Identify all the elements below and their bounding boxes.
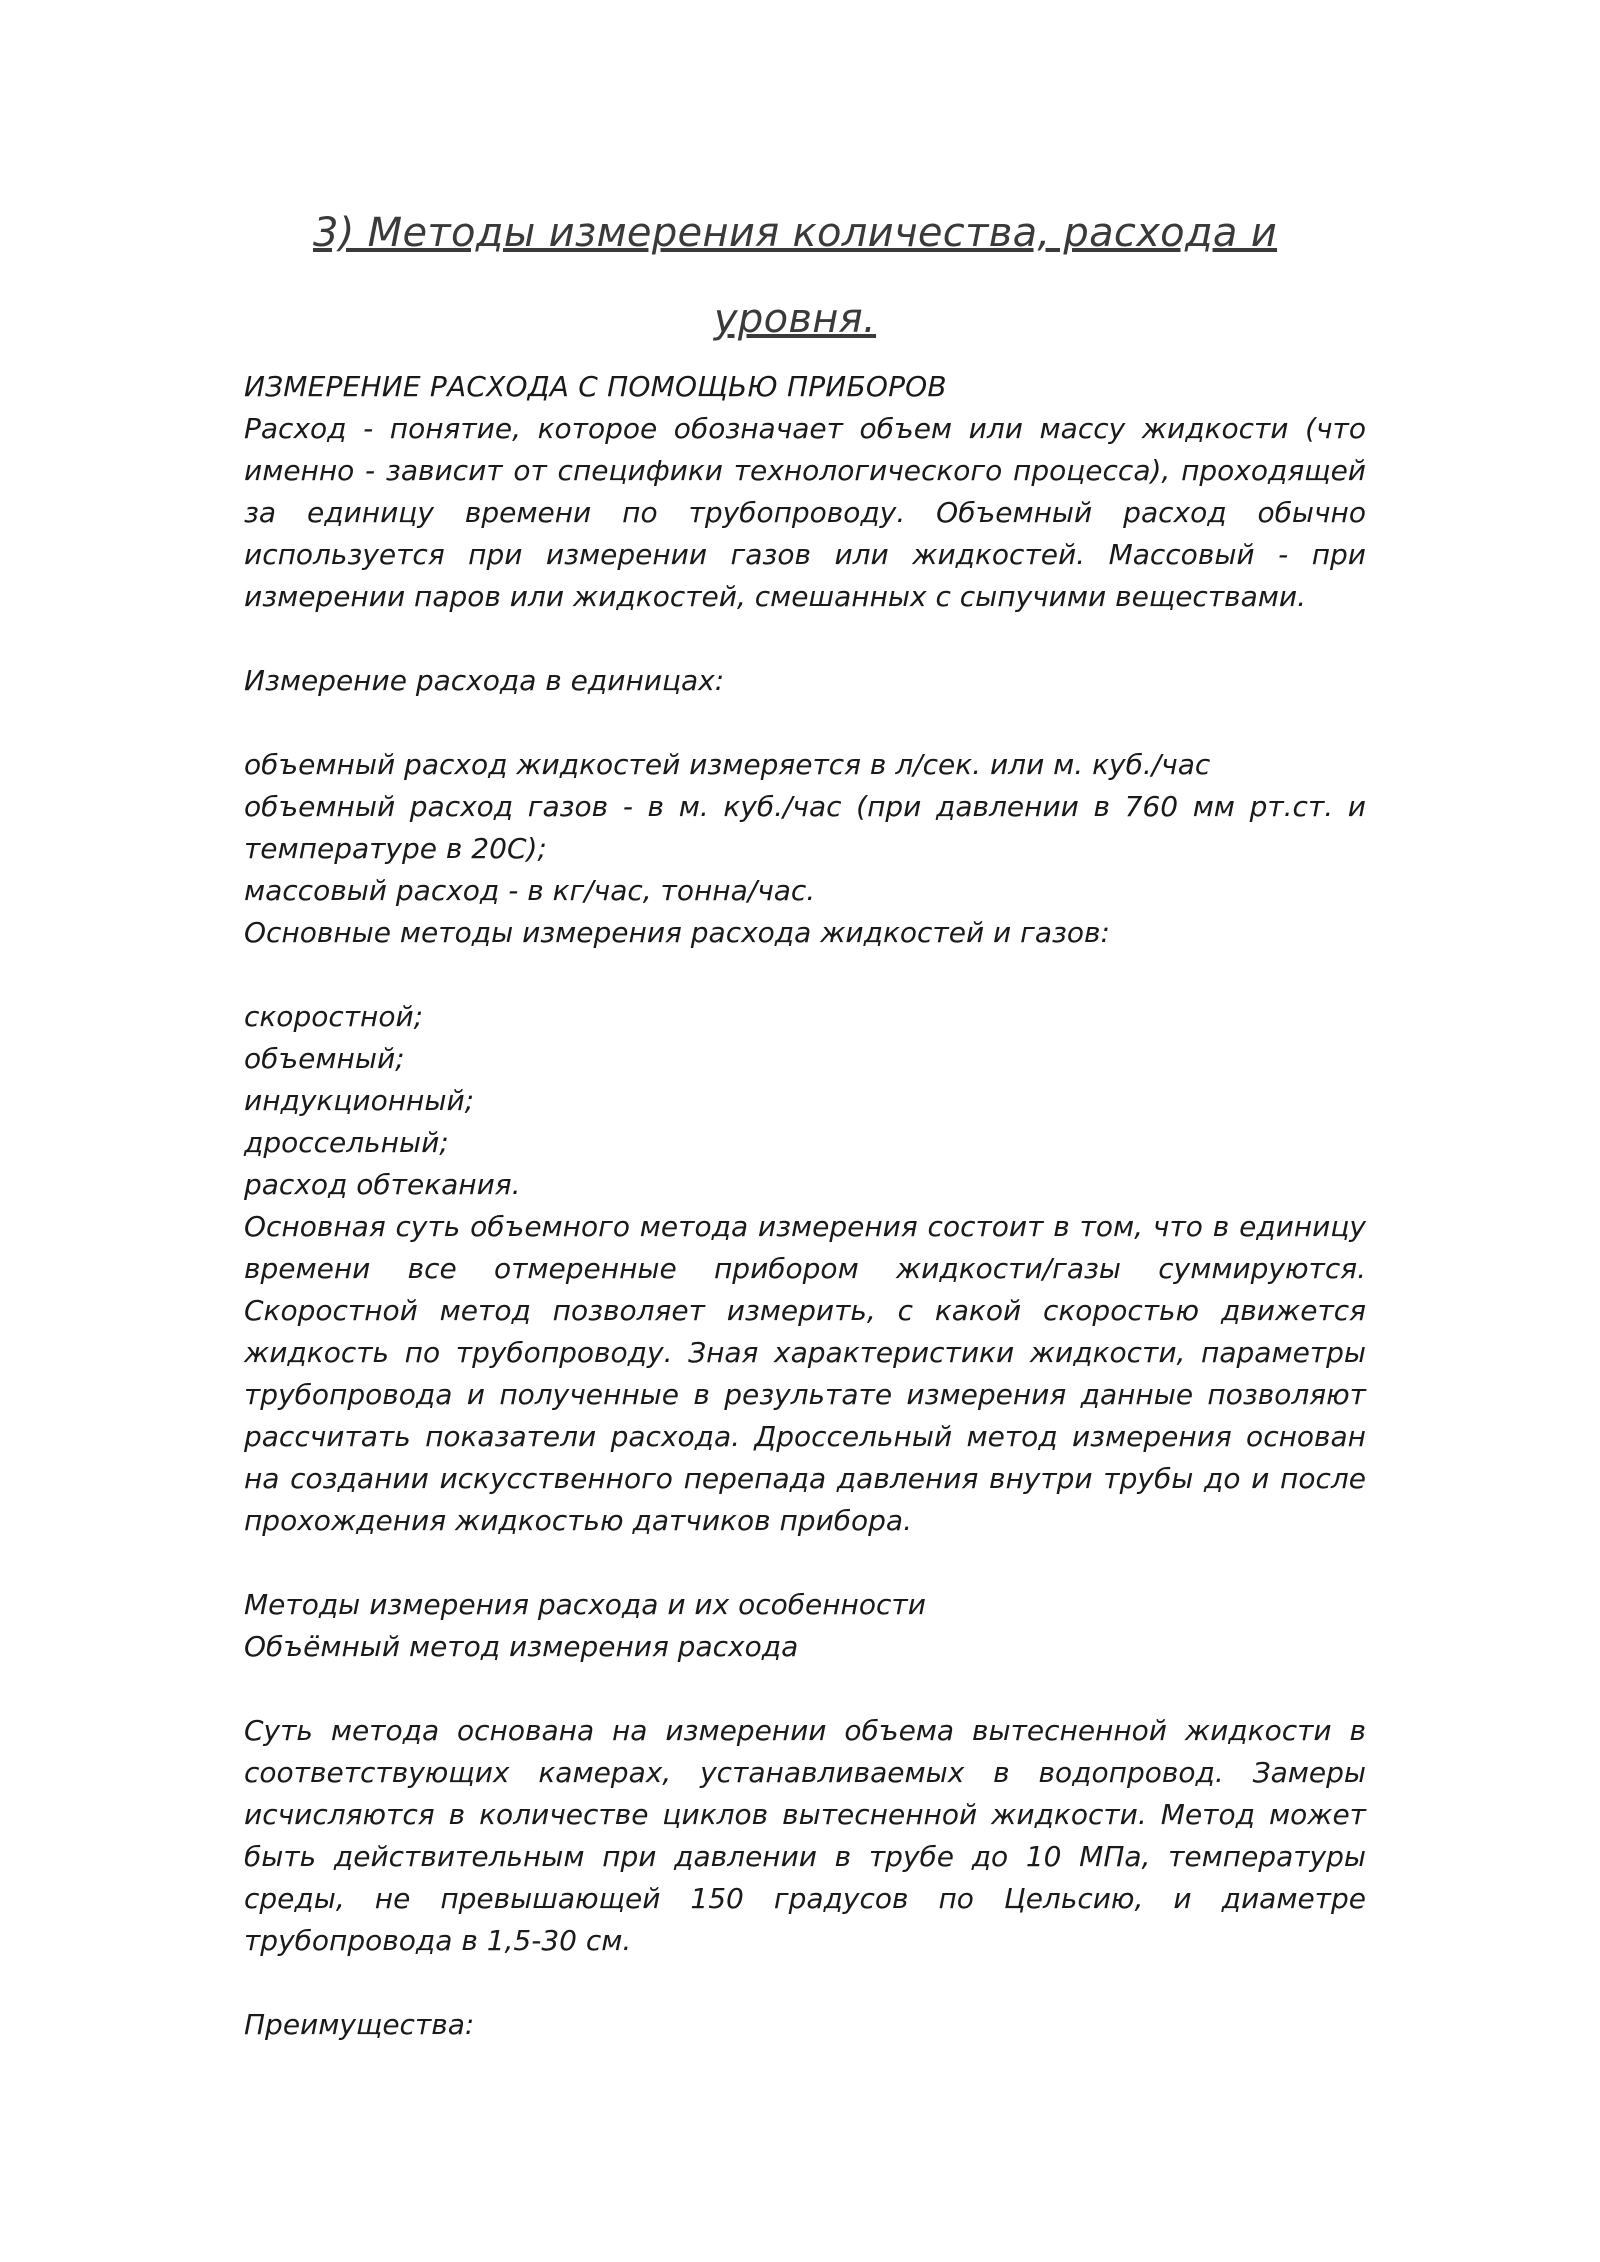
volumetric-heading: Объёмный метод измерения расхода — [244, 1630, 799, 1663]
method-item: объемный; — [244, 1042, 405, 1075]
document-body — [244, 366, 1366, 2046]
methods-paragraph: Основная суть объемного метода измерения состоит в том, что в единицу времени все отмеренные прибором жидкости/газы суммируются. Скоростной метод позволяет измерить, с какой скоростью движется жидкость по трубопроводу. Зная характеристики жидкости, параметры трубопровода и полученные в результате измерения данные позволяют рассчитать показатели расхода. Дроссельный метод измерения основан на создании искусственного перепада давления внутри трубы до и после прохождения жидкостью датчиков прибора. — [244, 1210, 1366, 1537]
methods-heading: Основные методы измерения расхода жидкостей и газов: — [244, 916, 1110, 949]
method-item: скоростной; — [244, 1000, 424, 1033]
spacer — [244, 1668, 1366, 1710]
advantages-heading: Преимущества: — [244, 2008, 475, 2041]
spacer — [244, 1542, 1366, 1584]
volumetric-paragraph: Суть метода основана на измерении объема вытесненной жидкости в соответствующих камерах, устанавливаемых в водопровод. Замеры исчисляются в количестве циклов вытесненной жидкости. Метод может быть действительным при давлении в трубе до 10 МПа, температуры среды, не превышающей 150 градусов по Цельсию, и диаметре трубопровода в 1,5-30 см. — [244, 1714, 1366, 1957]
units-liquid-line: объемный расход жидкостей измеряется в л/сек. или м. куб./час — [244, 748, 1211, 781]
units-gas-line: объемный расход газов - в м. куб./час (при давлении в 760 мм рт.ст. и температуре в 20С); — [244, 790, 1366, 865]
units-mass-line: массовый расход - в кг/час, тонна/час. — [244, 874, 816, 907]
units-heading: Измерение расхода в единицах: — [244, 664, 725, 697]
spacer — [244, 954, 1366, 996]
spacer — [244, 702, 1366, 744]
document-title-line-2: уровня. — [713, 296, 877, 342]
spacer — [244, 618, 1366, 660]
method-item: расход обтекания. — [244, 1168, 521, 1201]
features-heading: Методы измерения расхода и их особенности — [244, 1588, 926, 1621]
spacer — [244, 1962, 1366, 2004]
method-item: индукционный; — [244, 1084, 475, 1117]
document-title-line-1: 3) Методы измерения количества, расхода и — [312, 210, 1278, 256]
intro-paragraph: Расход - понятие, которое обозначает объем или массу жидкости (что именно - зависит от специфики технологического процесса), проходящей за единицу времени по трубопроводу. Объемный расход обычно используется при измерении газов или жидкостей. Массовый - при измерении паров или жидкостей, смешанных с сыпучими веществами. — [244, 412, 1366, 613]
section-heading: ИЗМЕРЕНИЕ РАСХОДА С ПОМОЩЬЮ ПРИБОРОВ — [244, 370, 947, 403]
method-item: дроссельный; — [244, 1126, 449, 1159]
